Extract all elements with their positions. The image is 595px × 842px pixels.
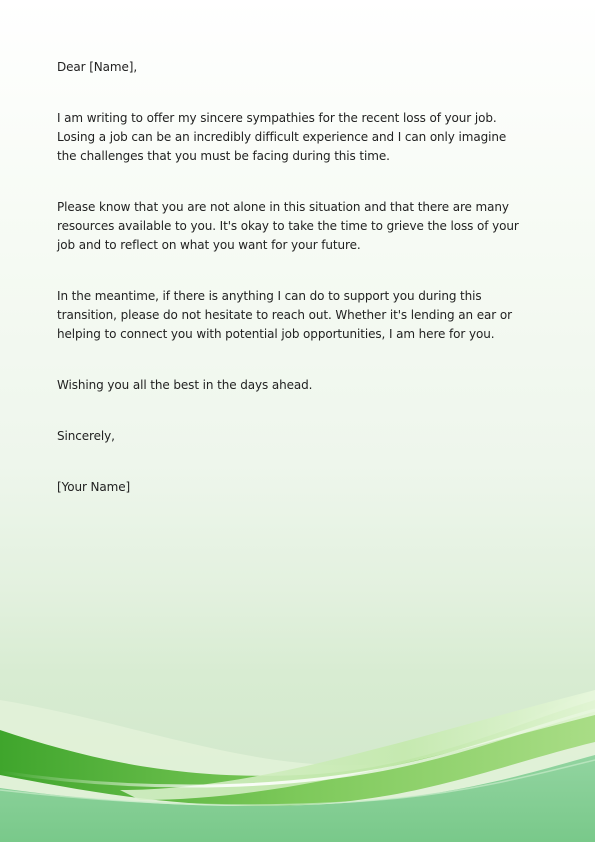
closing-sincerely: Sincerely,: [57, 429, 115, 443]
paragraph-wishes: Wishing you all the best in the days ahead.: [57, 378, 313, 392]
light-green-wave: [120, 690, 595, 800]
pale-wave: [0, 690, 595, 842]
greeting-line: Dear [Name],: [57, 60, 138, 74]
base-highlight: [0, 760, 595, 805]
green-wave-main: [0, 700, 595, 806]
paragraph-sympathy: I am writing to offer my sincere sympathies for the recent loss of your job. Losing a job can be an incredibly difficult experience and I can only imagine the challenges that you must be facing during this time.: [57, 111, 507, 163]
letter-body: [57, 58, 527, 497]
bottom-green-base: [0, 755, 595, 842]
signature-name: [Your Name]: [57, 480, 131, 494]
white-highlight-wave: [0, 710, 595, 786]
paragraph-support: In the meantime, if there is anything I can do to support you during this transition, please do not hesitate to reach out. Whether it's lending an ear or helping to connect you with potential job opportunities, I am here for you.: [57, 289, 512, 341]
paragraph-not-alone: Please know that you are not alone in this situation and that there are many resources available to you. It's okay to take the time to grieve the loss of your job and to reflect on what you want for your future.: [57, 200, 519, 252]
